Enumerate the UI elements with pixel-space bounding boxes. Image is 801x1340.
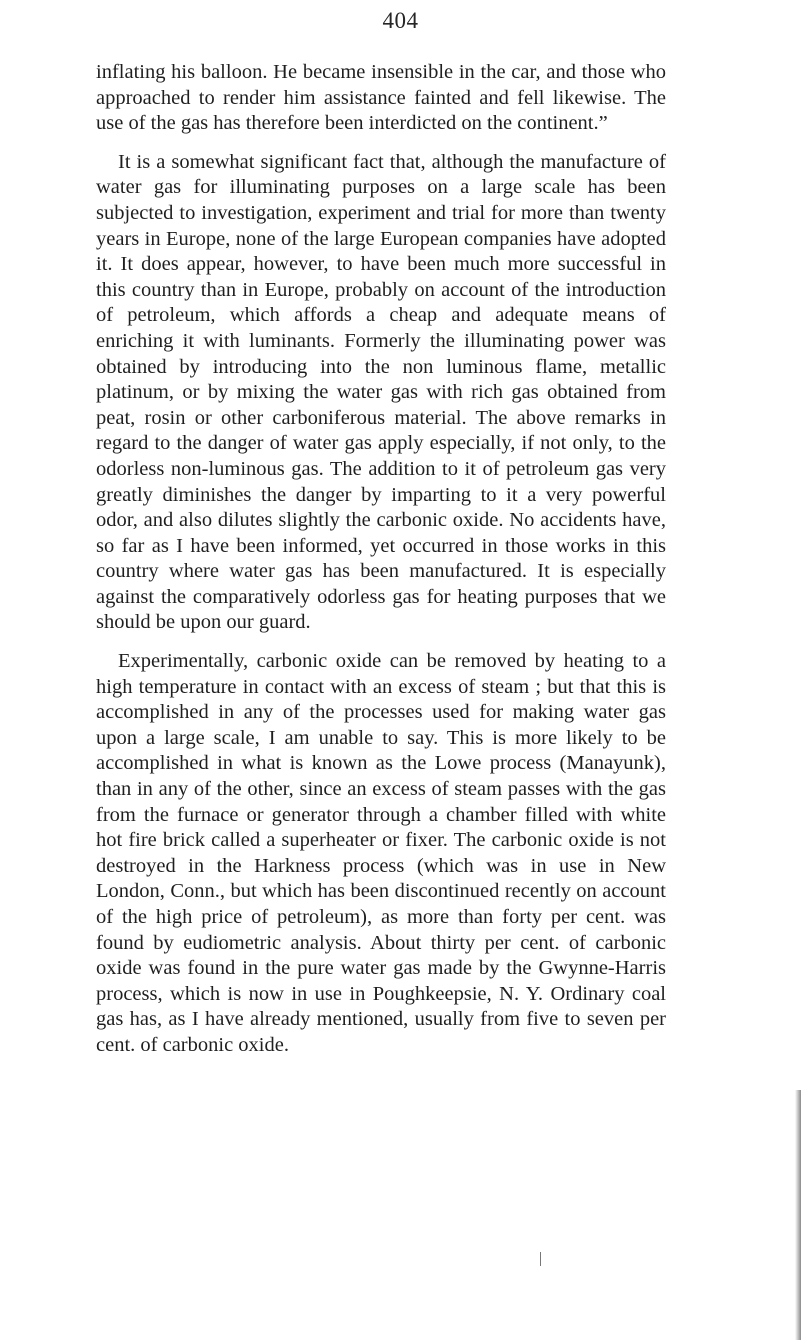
page-number: 404 — [382, 8, 419, 33]
scan-edge-shadow — [795, 1090, 801, 1340]
paragraph-water-gas-history: It is a somewhat significant fact that, although the manufacture of water gas for illuminating purposes on a large scale has been subjected to investigation, experiment and trial for more than twenty years in Europe, none of the large European companies have adopted it. It does appear, however, to have been much more successful in this country than in Europe, probably on account of the introduction of petroleum, which affords a cheap and adequate means of enriching it with luminants. Formerly the illuminating power was obtained by introducing into the non luminous flame, metallic platinum, or by mixing the water gas with rich gas obtained from peat, rosin or other carboniferous material. The above remarks in regard to the danger of water gas apply especially, if not only, to the odorless non-luminous gas. The addition to it of petroleum gas very greatly diminishes the danger by imparting to it a very powerful odor, and also dilutes slightly the carbonic oxide. No accidents have, so far as I have been informed, yet occurred in those works in this country where water gas has been manufactured. It is especially against the comparatively odorless gas for heating purposes that we should be upon our guard. — [96, 150, 666, 634]
paragraph-continuation: inflating his balloon. He became insensible in the car, and those who approached to render him assistance fainted and fell likewise. The use of the gas has therefore been interdicted on the continent.” — [96, 61, 666, 135]
body-text — [96, 60, 666, 1059]
paragraph-carbonic-oxide-removal: Experimentally, carbonic oxide can be removed by heating to a high temperature in contact with an excess of steam ; but that this is accomplished in any of the processes used for making water gas upon a large scale, I am unable to say. This is more likely to be accomplished in what is known as the Lowe process (Manayunk), than in any of the other, since an excess of steam passes with the gas from the furnace or generator through a chamber filled with white hot fire brick called a superheater or fixer. The carbonic oxide is not destroyed in the Harkness process (which was in use in New London, Conn., but which has been discontinued recently on account of the high price of petroleum), as more than forty per cent. was found by eudiometric analysis. About thirty per cent. of carbonic oxide was found in the pure water gas made by the Gwynne-Harris process, which is now in use in Poughkeepsie, N. Y. Ordinary coal gas has, as I have already mentioned, usually from five to seven per cent. of carbonic oxide. — [96, 650, 666, 1056]
scan-artifact-mark — [540, 1252, 541, 1266]
